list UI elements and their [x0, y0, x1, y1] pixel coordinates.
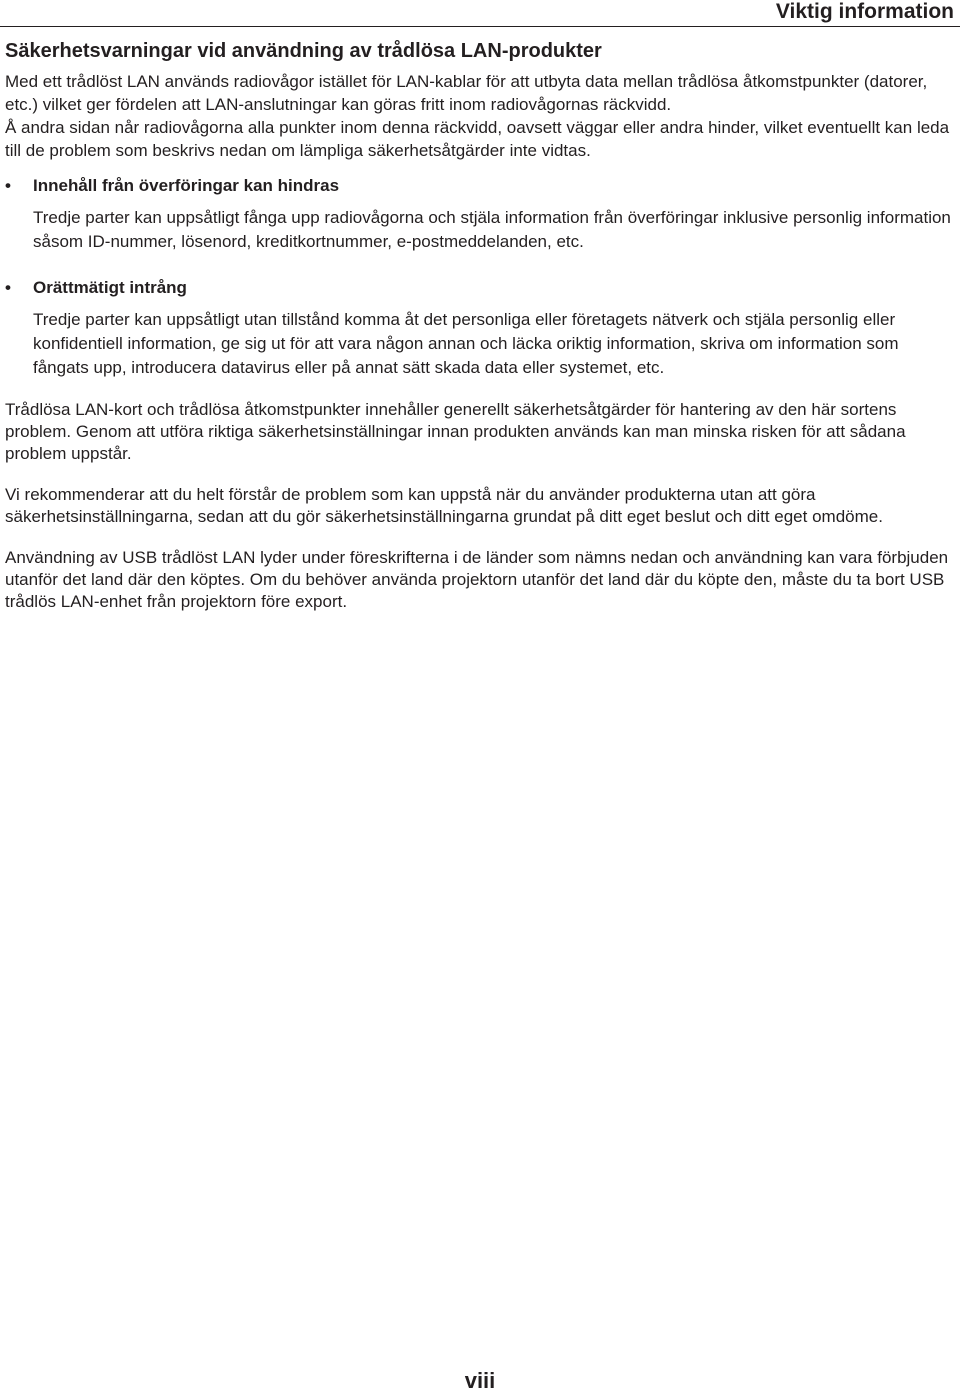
bullet-title: Orättmätigt intrång	[33, 278, 187, 297]
bullet-marker: •	[5, 176, 11, 195]
bullet-list	[5, 174, 956, 380]
body-paragraph: Vi rekommenderar att du helt förstår de problem som kan uppstå när du använder produkterna utan att göra säkerhetsinställningarna, sedan att du gör säkerhetsinställningarna grundat på ditt eget beslut och ditt eget omdöme.	[5, 485, 883, 526]
body-paragraph-block	[5, 484, 956, 528]
body-paragraph: Användning av USB trådlöst LAN lyder under föreskrifterna i de länder som nämns nedan och användning kan vara förbjuden utanför det land där den köptes. Om du behöver använda projektorn utanför det land där du köpte den, måste du ta bort USB trådlös LAN-enhet från projektorn före export.	[5, 548, 949, 611]
body-paragraph-block	[5, 547, 956, 613]
section-heading: Säkerhetsvarningar vid användning av trådlösa LAN-produkter	[5, 40, 602, 62]
header-rule	[0, 26, 960, 27]
bullet-title: Innehåll från överföringar kan hindras	[33, 176, 340, 195]
bullet-item	[5, 174, 956, 254]
bullet-text: Tredje parter kan uppsåtligt fånga upp radiovågorna och stjäla information från överföringar inklusive personlig information såsom ID-nummer, lösenord, kreditkortnummer, e-postmeddelanden, etc.	[33, 208, 951, 251]
running-header	[0, 0, 960, 26]
bullet-item	[5, 276, 956, 380]
bullet-text: Tredje parter kan uppsåtligt utan tillstånd komma åt det personliga eller företagets nätverk och stjäla personlig eller konfidentiell information, ge sig ut för att vara någon annan och läcka oriktig information, skriva om information som fångats upp, introducera datavirus eller på annat sätt skada data eller systemet, etc.	[33, 310, 899, 377]
page-content	[5, 38, 956, 613]
page-number: viii	[464, 1368, 496, 1393]
body-paragraph-block	[5, 399, 956, 465]
intro-paragraph: Med ett trådlöst LAN används radiovågor istället för LAN-kablar för att utbyta data mellan trådlösa åtkomstpunkter (datorer, etc.) vilket ger fördelen att LAN-anslutningar kan göras fritt inom radiovågornas räckvidd.	[5, 72, 928, 114]
section-title: Viktig information	[775, 0, 954, 23]
body-paragraph: Trådlösa LAN-kort och trådlösa åtkomstpunkter innehåller generellt säkerhetsåtgärder för hantering av den här sortens problem. Genom att utföra riktiga säkerhetsinställningar innan produkten används kan man minska risken för att sådana problem uppstår.	[5, 400, 906, 463]
intro-paragraph: Å andra sidan når radiovågorna alla punkter inom denna räckvidd, oavsett väggar eller andra hinder, vilket eventuellt kan leda till de problem som beskrivs nedan om lämpliga säkerhetsåtgärder inte vidtas.	[5, 118, 950, 160]
bullet-marker: •	[5, 278, 11, 297]
intro-block	[5, 70, 956, 162]
